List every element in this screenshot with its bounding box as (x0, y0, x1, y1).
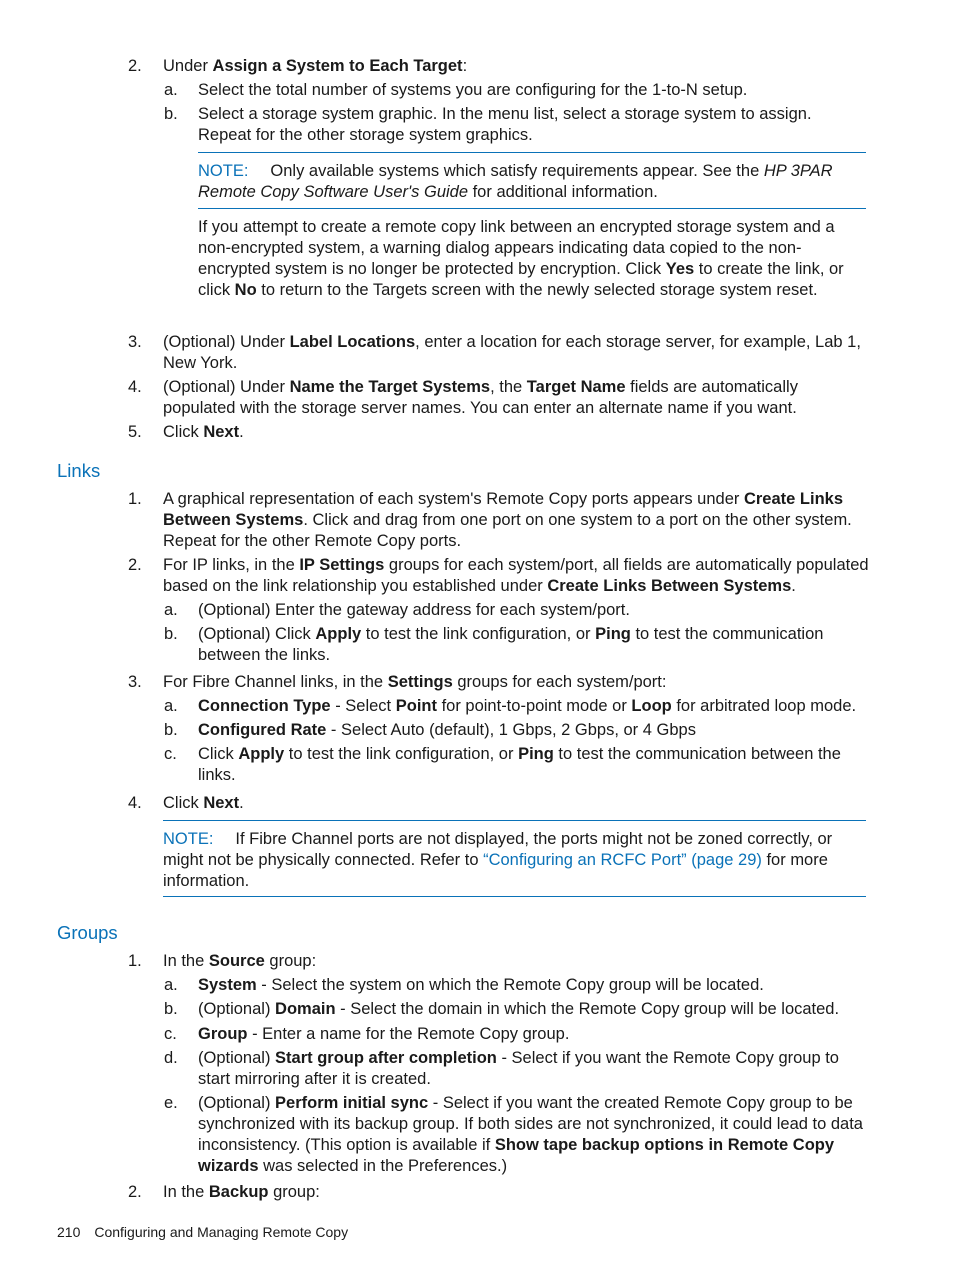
note-rule-bottom (198, 208, 866, 209)
note-fibre-channel: NOTE: If Fibre Channel ports are not displayed, the ports might not be zoned correctly, or might not be physically connected. Refer to “Configuring an RCFC Port” (page 29) for more information. (163, 830, 833, 890)
rcfc-port-link[interactable]: “Configuring an RCFC Port” (page 29) (483, 851, 762, 869)
substep-text: (Optional) Perform initial sync - Select if you want the created Remote Copy group to be synchronized with its backup group. If both sides are not synchronized, it could lead to data inconsistency. (This option is available if Show tape backup options in Remote Copy wizards was selected in the Preferences.) (198, 1094, 863, 1175)
substep-text: (Optional) Click Apply to test the link configuration, or Ping to test the communication between the links. (198, 625, 824, 664)
page-footer (57, 1222, 348, 1243)
step-label-locations: (Optional) Under Label Locations, enter a location for each storage server, for example, Lab 1, New York. (163, 333, 861, 372)
note-rule-top (163, 820, 866, 821)
substep-text: Select a storage system graphic. In the menu list, select a storage system to assign. Repeat for the other storage system graphics. (198, 105, 812, 144)
page-number: 210 (57, 1224, 81, 1240)
substep-text: Connection Type - Select Point for point-to-point mode or Loop for arbitrated loop mode. (198, 697, 857, 715)
substep-letter: c. (164, 1025, 177, 1043)
step-click-next: Click Next. (163, 423, 244, 441)
section-heading-groups: Groups (57, 922, 118, 943)
links-step-3: For Fibre Channel links, in the Settings groups for each system/port: (163, 673, 667, 691)
links-step-4: Click Next. (163, 794, 244, 812)
substep-text: (Optional) Domain - Select the domain in which the Remote Copy group will be located. (198, 1000, 840, 1018)
step-name-targets: (Optional) Under Name the Target Systems, the Target Name fields are automatically populated with the storage server names. You can enter an alternate name if you want. (163, 378, 798, 417)
step-number: 2. (128, 57, 142, 75)
chapter-title: Configuring and Managing Remote Copy (94, 1224, 349, 1240)
substep-letter: b. (164, 625, 178, 643)
note-systems: NOTE: Only available systems which satisfy requirements appear. See the HP 3PAR Remote Copy Software User's Guide for additional information. (198, 162, 833, 201)
substep-text: System - Select the system on which the Remote Copy group will be located. (198, 976, 764, 994)
note-rule-bottom (163, 896, 866, 897)
substep-text: (Optional) Start group after completion - Select if you want the Remote Copy group to start mirroring after it is created. (198, 1049, 839, 1088)
step-number: 1. (128, 952, 142, 970)
substep-text: Select the total number of systems you are configuring for the 1-to-N setup. (198, 81, 748, 99)
encryption-paragraph: If you attempt to create a remote copy link between an encrypted storage system and a non-encrypted system, a warning dialog appears indicating data copied to the non-encrypted system is no longer be protected by encryption. Click Yes to create the link, or click No to return to the Targets screen with the newly selected storage system reset. (198, 218, 844, 299)
substep-letter: b. (164, 1000, 178, 1018)
substep-letter: d. (164, 1049, 178, 1067)
note-rule-top (198, 152, 866, 153)
note-label: NOTE: (163, 830, 214, 848)
links-step-2: For IP links, in the IP Settings groups for each system/port, all fields are automatically populated based on the link relationship you established under Create Links Between Systems. (163, 556, 869, 595)
step-number: 1. (128, 490, 142, 508)
substep-letter: b. (164, 721, 178, 739)
groups-step-1: In the Source group: (163, 952, 317, 970)
substep-letter: a. (164, 697, 178, 715)
note-label: NOTE: (198, 162, 249, 180)
substep-letter: c. (164, 745, 177, 763)
groups-step-2: In the Backup group: (163, 1183, 320, 1201)
step-number: 4. (128, 378, 142, 396)
links-step-1: A graphical representation of each system's Remote Copy ports appears under Create Links Between Systems. Click and drag from one port on one system to a port on the other system. Repeat for the other Remote Copy ports. (163, 490, 852, 550)
section-heading-links: Links (57, 460, 101, 481)
substep-letter: b. (164, 105, 178, 123)
substep-text: Configured Rate - Select Auto (default), 1 Gbps, 2 Gbps, or 4 Gbps (198, 721, 696, 739)
step-number: 5. (128, 423, 142, 441)
step-number: 3. (128, 673, 142, 691)
step-number: 4. (128, 794, 142, 812)
substep-text: Group - Enter a name for the Remote Copy group. (198, 1025, 570, 1043)
step-number: 2. (128, 1183, 142, 1201)
step-number: 2. (128, 556, 142, 574)
substep-text: (Optional) Enter the gateway address for each system/port. (198, 601, 630, 619)
substep-letter: a. (164, 601, 178, 619)
step-number: 3. (128, 333, 142, 351)
substep-letter: a. (164, 81, 178, 99)
substep-letter: a. (164, 976, 178, 994)
substep-text: Click Apply to test the link configuration, or Ping to test the communication between the links. (198, 745, 841, 784)
substep-letter: e. (164, 1094, 178, 1112)
step-text: Under Assign a System to Each Target: (163, 57, 468, 75)
